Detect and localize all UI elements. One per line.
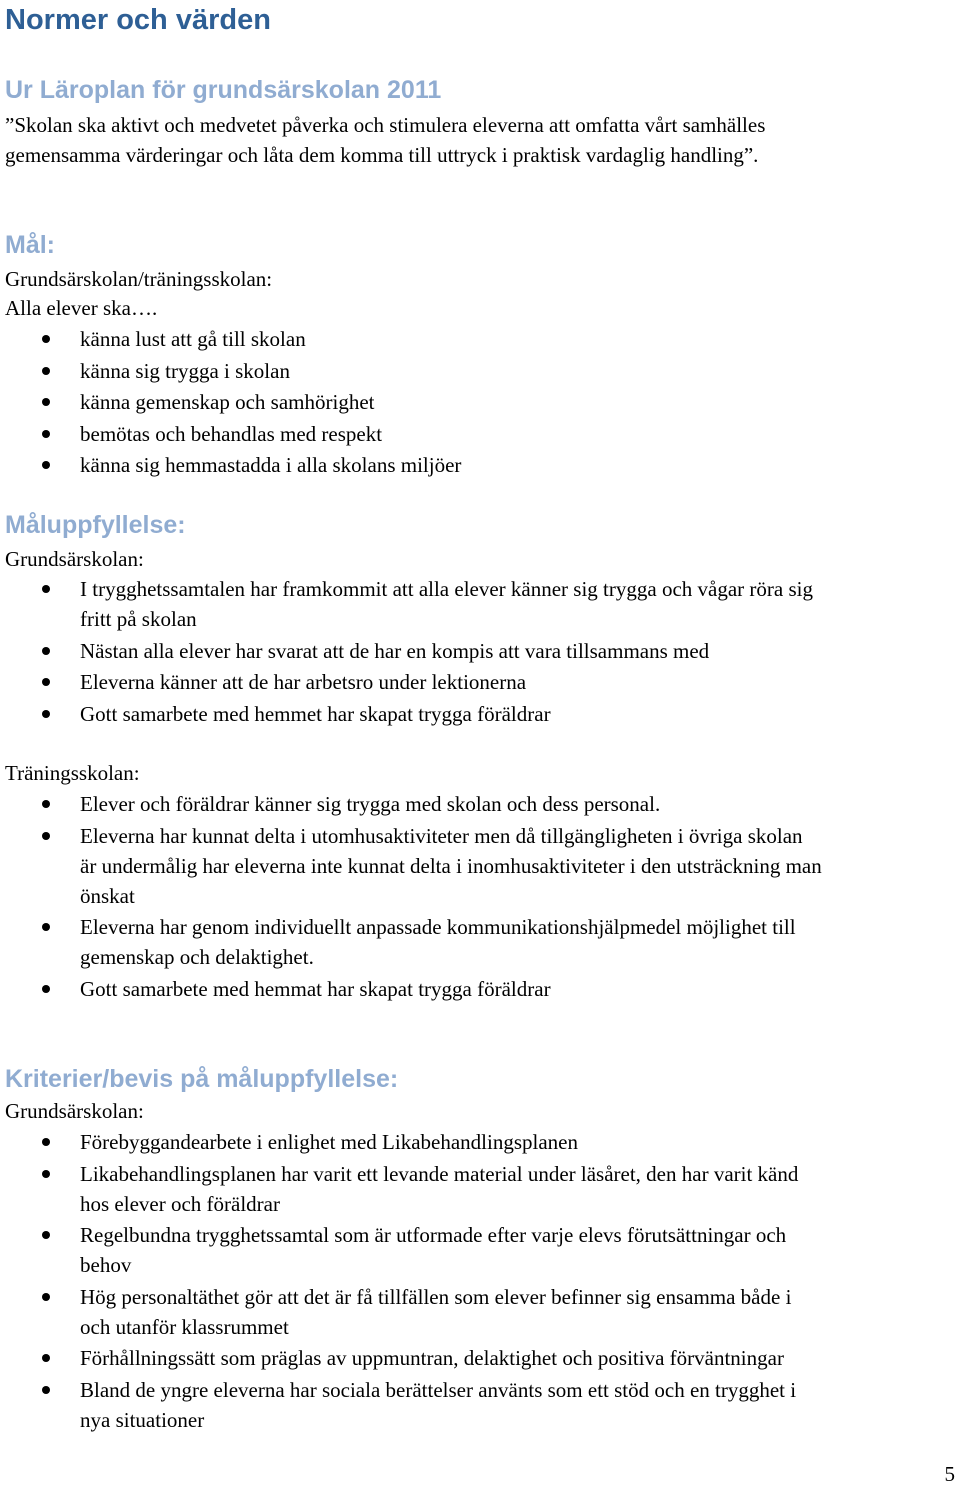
list-item [0, 1343, 955, 1373]
bullet-icon [42, 923, 50, 931]
list-item-line: behov [80, 1253, 132, 1277]
bullet-icon [42, 985, 50, 993]
list-item-line: Förhållningssätt som präglas av uppmuntran, delaktighet och positiva förväntningar [80, 1346, 784, 1370]
list-item-line: Gott samarbete med hemmet har skapat trygga föräldrar [80, 701, 551, 726]
mal-subheading: Grundsärskolan/träningsskolan: [5, 267, 273, 291]
list-item [0, 1159, 955, 1219]
list-item-line: Bland de yngre eleverna har sociala berättelser använts som ett stöd och en trygghet i [80, 1377, 797, 1402]
list-item-line: Regelbundna trygghetssamtal som är utformade efter varje elevs förutsättningar och [80, 1223, 787, 1247]
list-item [0, 574, 955, 634]
page-title: Normer och värden [5, 4, 271, 36]
list-item-text: känna gemenskap och samhörighet [80, 390, 375, 414]
bullet-icon [42, 647, 50, 655]
bullet-icon [42, 367, 50, 375]
bullet-icon [42, 1231, 50, 1239]
list-item [0, 1282, 955, 1342]
list-item-line: Elever och föräldrar känner sig trygga med skolan och dess personal. [80, 792, 661, 816]
bullet-icon [42, 1293, 50, 1301]
bullet-icon [42, 1354, 50, 1362]
list-item [0, 1220, 955, 1280]
list-item-line: nya situationer [80, 1407, 205, 1432]
list-item-line: Eleverna har kunnat delta i utomhusaktiviteter men då tillgängligheten i övriga skolan [80, 823, 803, 848]
list-item-line: är undermålig har eleverna inte kunnat delta i inomhusaktiviteter i den utsträckning man [80, 853, 822, 878]
maluppfyllelse-grund-label: Grundsärskolan: [5, 547, 144, 571]
list-item-line: och utanför klassrummet [80, 1314, 289, 1339]
mal-heading: Mål: [5, 231, 55, 259]
list-item-line: Förebyggandearbete i enlighet med Likabehandlingsplanen [80, 1130, 579, 1154]
mal-lead: Alla elever ska…. [5, 296, 158, 320]
intro-quote-line-2: gemensamma värderingar och låta dem komma till uttryck i praktisk vardaglig handling”. [5, 143, 759, 167]
list-item-line: Likabehandlingsplanen har varit ett levande material under läsåret, den har varit känd [80, 1161, 799, 1186]
bullet-icon [42, 585, 50, 593]
list-item-line: hos elever och föräldrar [80, 1191, 280, 1216]
bullet-icon [42, 710, 50, 718]
list-item [0, 1127, 955, 1157]
bullet-icon [42, 1138, 50, 1146]
bullet-icon [42, 430, 50, 438]
list-item-line: Nästan alla elever har svarat att de har en kompis att vara tillsammans med [80, 638, 710, 663]
list-item [0, 912, 955, 972]
list-item [0, 419, 955, 449]
kriterier-heading: Kriterier/bevis på måluppfyllelse: [5, 1065, 399, 1093]
list-item-text: bemötas och behandlas med respekt [80, 421, 383, 446]
list-item-line: fritt på skolan [80, 607, 197, 631]
list-item-line: I trygghetssamtalen har framkommit att alla elever känner sig trygga och vågar röra sig [80, 577, 813, 601]
kriterier-label: Grundsärskolan: [5, 1099, 144, 1123]
list-item [0, 356, 955, 386]
list-item-line: Eleverna har genom individuellt anpassade kommunikationshjälpmedel möjlighet till [80, 915, 796, 939]
bullet-icon [42, 398, 50, 406]
bullet-icon [42, 461, 50, 469]
bullet-icon [42, 1386, 50, 1394]
intro-quote-line-1: ”Skolan ska aktivt och medvetet påverka och stimulera eleverna att omfatta vårt samhälles [5, 113, 766, 137]
list-item [0, 821, 955, 911]
list-item [0, 699, 955, 729]
maluppfyllelse-traning-label: Träningsskolan: [5, 761, 140, 785]
page-number: 5 [944, 1462, 955, 1486]
bullet-icon [42, 335, 50, 343]
list-item-line: Gott samarbete med hemmat har skapat trygga föräldrar [80, 976, 551, 1001]
list-item [0, 636, 955, 666]
bullet-icon [42, 1170, 50, 1178]
intro-heading: Ur Läroplan för grundsärskolan 2011 [5, 76, 442, 104]
bullet-icon [42, 832, 50, 840]
list-item-text: känna sig trygga i skolan [80, 358, 290, 383]
bullet-icon [42, 800, 50, 808]
list-item-text: känna lust att gå till skolan [80, 327, 306, 351]
list-item [0, 450, 955, 480]
list-item [0, 324, 955, 354]
list-item [0, 974, 955, 1004]
maluppfyllelse-heading: Måluppfyllelse: [5, 511, 186, 539]
list-item [0, 387, 955, 417]
list-item [0, 789, 955, 819]
list-item-line: önskat [80, 883, 135, 908]
maluppfyllelse-grund-list [0, 574, 955, 730]
kriterier-list [0, 1127, 955, 1436]
maluppfyllelse-traning-list [0, 789, 955, 1005]
list-item [0, 667, 955, 697]
list-item-line: gemenskap och delaktighet. [80, 945, 314, 969]
list-item-line: Hög personaltäthet gör att det är få tillfällen som elever befinner sig ensamma både i [80, 1284, 792, 1309]
list-item-line: Eleverna känner att de har arbetsro under lektionerna [80, 670, 527, 694]
list-item-text: känna sig hemmastadda i alla skolans miljöer [80, 453, 462, 477]
list-item [0, 1375, 955, 1435]
mal-list [0, 324, 955, 482]
bullet-icon [42, 678, 50, 686]
